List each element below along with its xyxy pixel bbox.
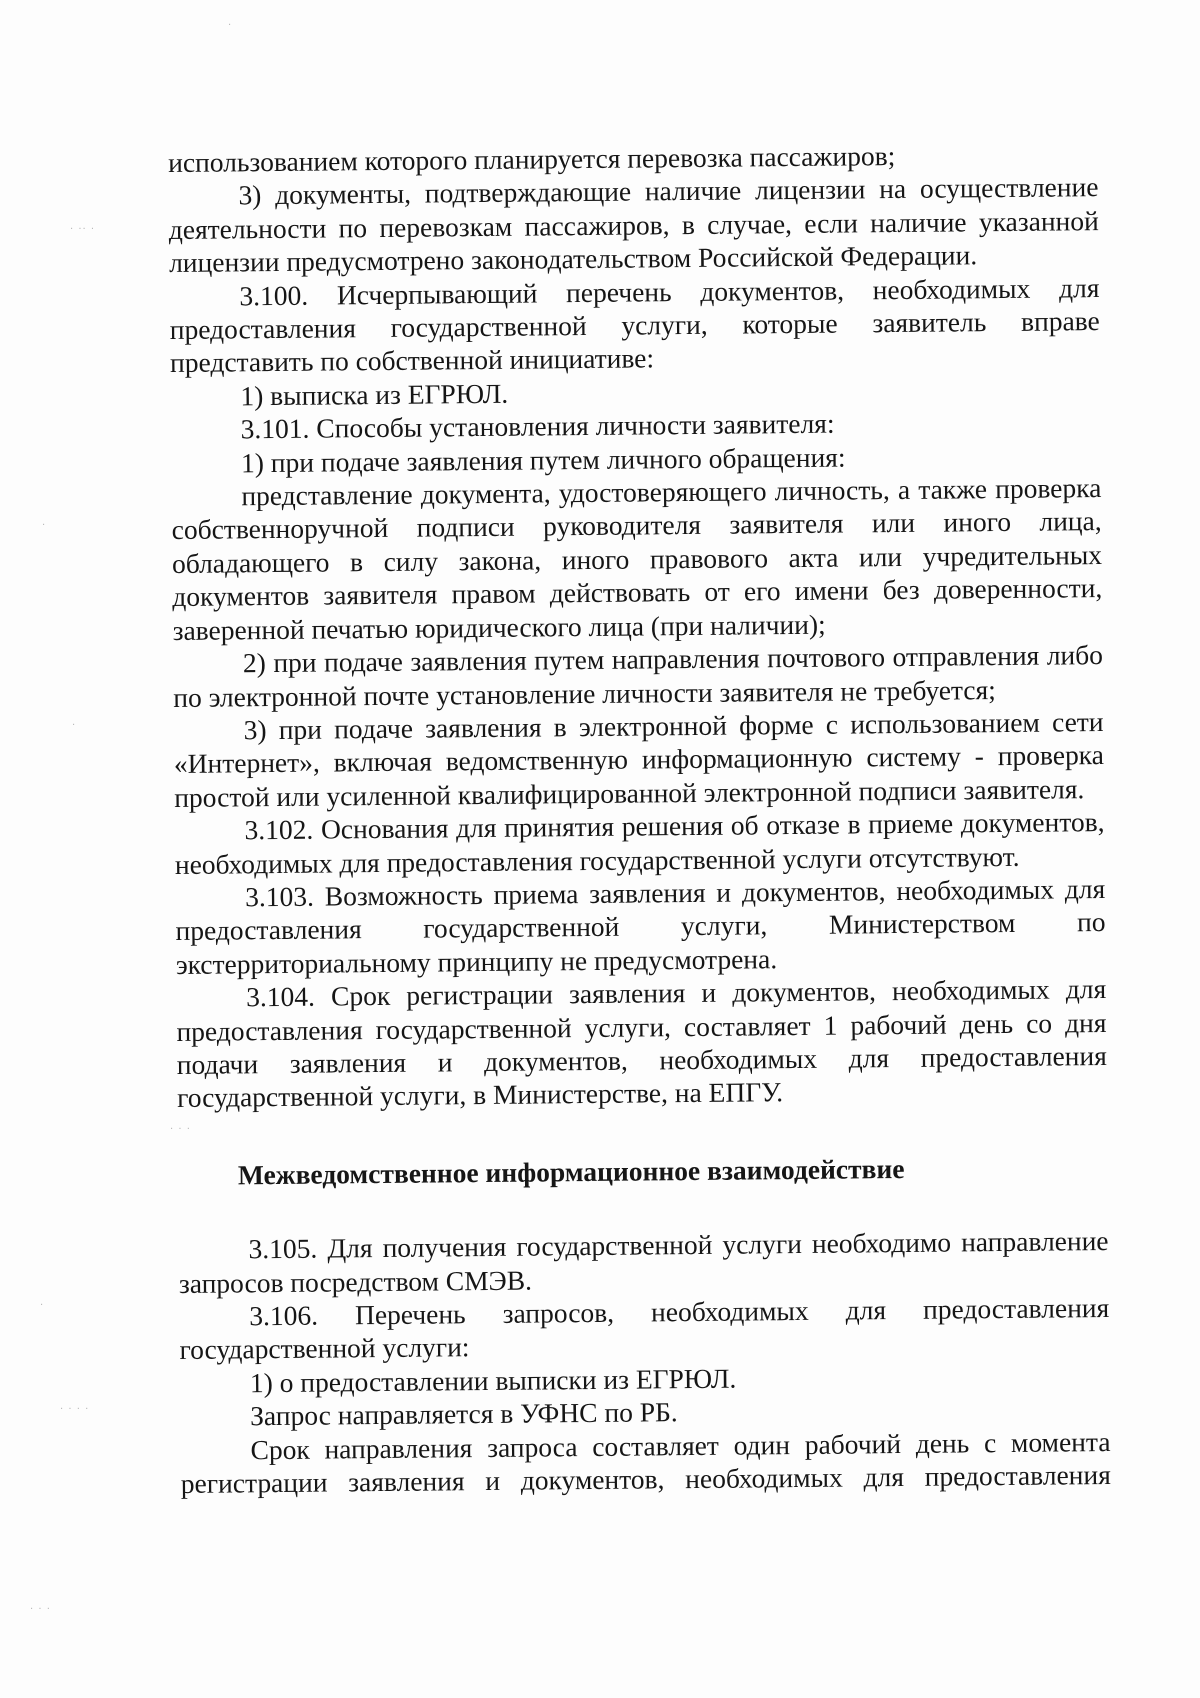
- paragraph: 3.102. Основания для принятия решения об отказе в приеме документов, необходимых для предоставления государственной услуги отсутствуют.: [174, 806, 1105, 880]
- scan-speck: ·: [72, 720, 77, 731]
- document-body: [168, 137, 1111, 1500]
- scan-speck: ·: [228, 20, 233, 31]
- scan-speck: · · · ·: [60, 1404, 90, 1415]
- scan-speck: ·: [42, 520, 47, 531]
- paragraph: 3.106. Перечень запросов, необходимых для предоставления государственной услуги:: [179, 1292, 1110, 1366]
- section-heading: Межведомственное информационное взаимодействие: [237, 1152, 905, 1191]
- paragraph: 3.104. Срок регистрации заявления и документов, необходимых для предоставления государственной услуги, составляет 1 рабочий день со дня подачи заявления и документов, необходимых для предоставления государственной услуги, в Министерстве, на ЕПГУ.: [176, 973, 1107, 1114]
- paragraph: представление документа, удостоверяющего личность, а также проверка собственноручной подписи руководителя заявителя или иного лица, обладающего в силу закона, иного правового акта или учредительных документов заявителя правом действовать от его имени без доверенности, заверенной печатью юридического лица (при наличии);: [171, 472, 1103, 646]
- paragraph: 3.103. Возможность приема заявления и документов, необходимых для предоставления государственной услуги, Министерством по экстерриториальному принципу не предусмотрена.: [175, 872, 1106, 980]
- paragraph: Запрос направляется в УФНС по РБ.: [250, 1396, 678, 1432]
- paragraph: 1) при подаче заявления путем личного обращения:: [240, 441, 846, 478]
- paragraph: 3.101. Способы установления личности заявителя:: [240, 407, 835, 445]
- paragraph: 3.105. Для получения государственной услуги необходимо направление запросов посредством СМЭВ.: [178, 1225, 1109, 1299]
- paragraph: 3) документы, подтверждающие наличие лицензии на осуществление деятельности по перевозкам пассажиров, в случае, если наличие указанной лицензии предусмотрено законодательством Российской Федерации.: [168, 171, 1099, 279]
- paragraph: 2) при подаче заявления путем направления почтового отправления либо по электронной почте установление личности заявителя не требуется;: [173, 639, 1104, 713]
- paragraph: 1) выписка из ЕГРЮЛ.: [240, 377, 509, 412]
- paragraph: 3) при подаче заявления в электронной форме с использованием сети «Интернет», включая ведомственную информационную систему - проверка простой или усиленной квалифицированной электронной подписи заявителя.: [173, 705, 1105, 813]
- scan-speck: · ·· ·: [70, 224, 96, 235]
- scan-speck: ·: [40, 1300, 45, 1311]
- paragraph: использованием которого планируется перевозка пассажиров;: [168, 140, 896, 178]
- paragraph: Срок направления запроса составляет один рабочий день с момента регистрации заявления и документов, необходимых для предоставления: [180, 1425, 1111, 1499]
- scan-speck: · · ·: [30, 1604, 51, 1615]
- paragraph: 1) о предоставлении выписки из ЕГРЮЛ.: [249, 1362, 737, 1399]
- paragraph: 3.100. Исчерпывающий перечень документов, необходимых для предоставления государственной услуги, которые заявитель вправе представить по собственной инициативе:: [169, 271, 1100, 379]
- scan-speck: · · ·: [170, 1124, 191, 1135]
